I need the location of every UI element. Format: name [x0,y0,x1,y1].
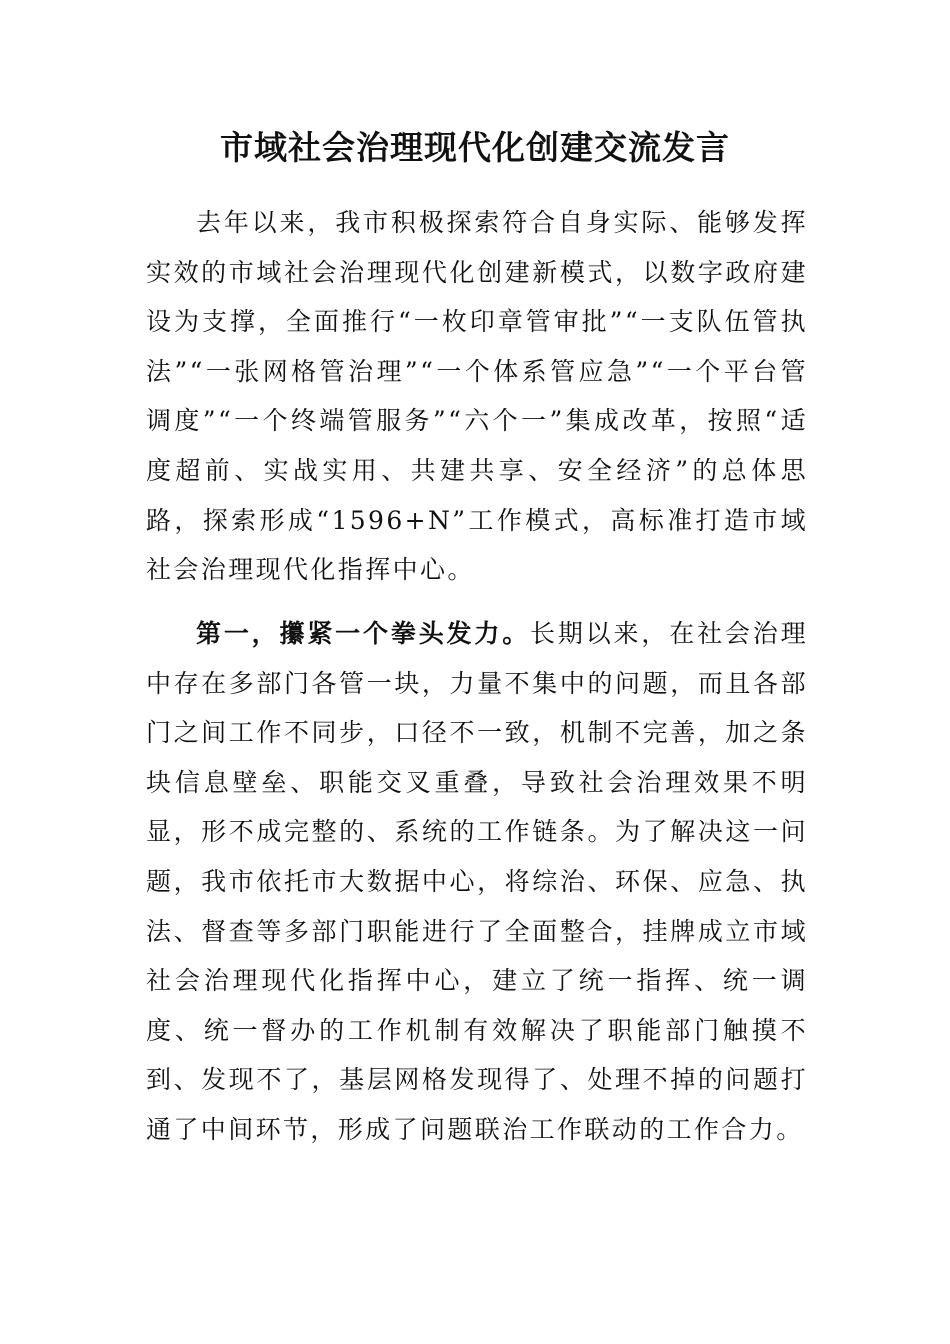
document-title: 市域社会治理现代化创建交流发言 [220,128,730,167]
paragraph-body-text: 长期以来，在社会治理中存在多部门各管一块，力量不集中的问题，而且各部门之间工作不同步，口径不一致，机制不完善，加之条块信息壁垒、职能交叉重叠，导致社会治理效果不明显，形不成完整的、系统的工作链条。为了解决这一问题，我市依托市大数据中心，将综治、环保、应急、执法、督查等多部门职能进行了全面整合，挂牌成立市域社会治理现代化指挥中心，建立了统一指挥、统一调度、统一督办的工作机制有效解决了职能部门触摸不到、发现不了，基层网格发现得了、处理不掉的问题打通了中间环节，形成了问题联治工作联动的工作合力。 [146,619,808,1144]
paragraph-first-point [146,609,808,1155]
paragraph-intro: 去年以来，我市积极探索符合自身实际、能够发挥实效的市域社会治理现代化创建新模式，以数字政府建设为支撑，全面推行“一枚印章管审批”“一支队伍管执法”“一张网格管治理”“一个体系管应急”“一个平台管调度”“一个终端管服务”“六个一”集成改革，按照“适度超前、实战实用、共建共享、安全经济”的总体思路，探索形成“1596+N”工作模式，高标准打造市域社会治理现代化指挥中心。 [146,208,808,585]
paragraph-lead-heading: 第一，攥紧一个拳头发力。 [196,619,531,648]
